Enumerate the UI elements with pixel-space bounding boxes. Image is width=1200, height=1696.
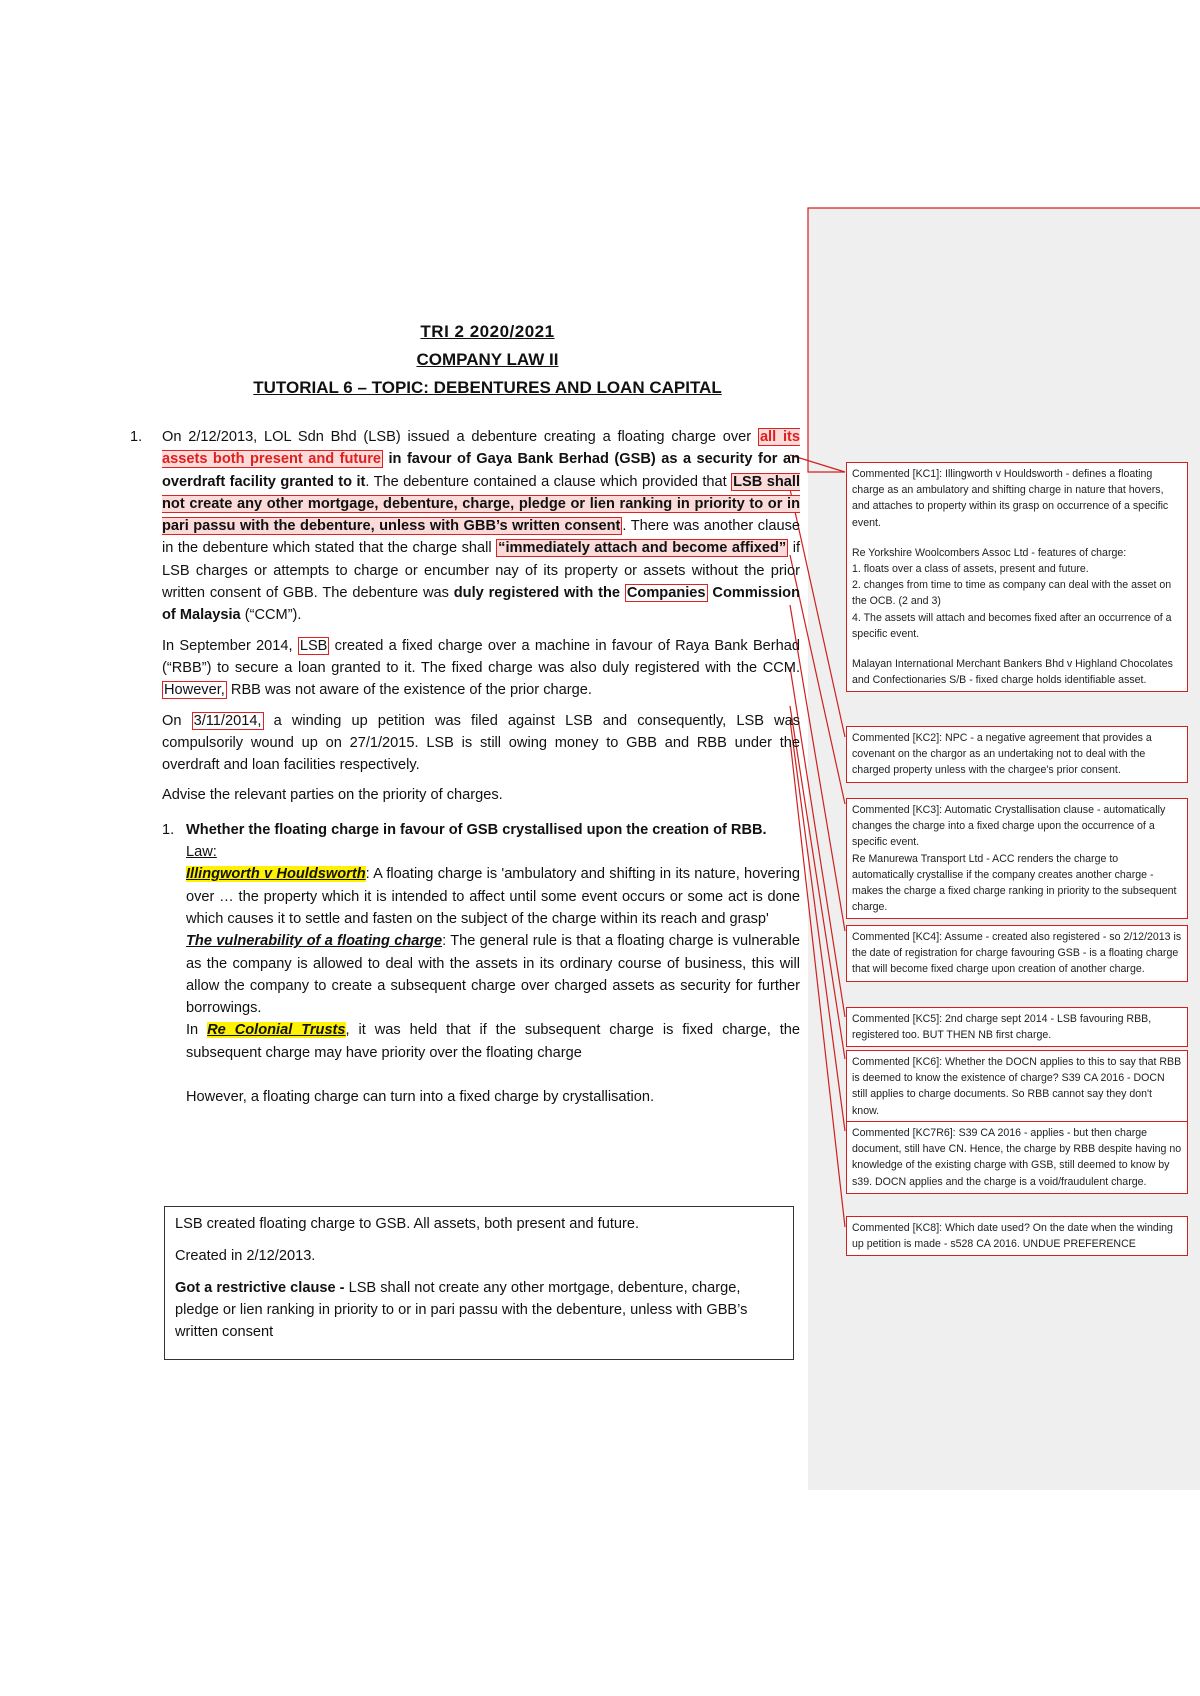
question-instruction: Advise the relevant parties on the priority of charges. [162, 787, 503, 804]
highlight-companies[interactable]: Companies [626, 585, 706, 602]
highlight-all-assets[interactable]: all its assets both present and future [162, 429, 800, 468]
question-paragraph-1: 1. On 2/12/2013, LOL Sdn Bhd (LSB) issued a debenture creating a floating charge over all its assets both present and future in favour of Gaya Bank Berhad (GSB) as a security for an overdraft facility granted to it. The debenture contained a clause which provided that LSB shall not create any other mortgage, debenture, charge, pledge or lien ranking in priority to or in pari passu with the debenture, unless with GBB’s written consent . There was another clause in the debenture which stated that the charge shall “immediately attach and become affixed” if LSB charges or attempts to charge or encumber nay of its property or assets without the prior written consent of GBB. The debenture was duly registered with the Companies Commission of Malaysia (“CCM”). [130, 426, 800, 627]
question-number: 1. [130, 429, 143, 445]
question-paragraph-2: In September 2014, LSB created a fixed charge over a machine in favour of Raya Bank Berhad (“RBB”) to secure a loan granted to it. The fixed charge was also duly registered with the CCM. However, RBB was not aware of the existence of the prior charge. [162, 637, 800, 699]
comment-kc1[interactable]: Commented [KC1]: Illingworth v Houldsworth - defines a floating charge as an ambulatory and shifting charge in nature that hovers, and attaches to property within its grasp on occurrence of a specific event. Re Yorkshire Woolcombers Assoc Ltd - features of charge: 1. floats over a class of assets, present and future. 2. changes from time to time as company can deal with the asset on the OCB. (2 and 3) 4. The assets will attach and becomes fixed after an occurrence of a specific event. Malayan International Merchant Bankers Bhd v Highland Chocolates and Confectionaries S/B - fixed charge holds identifiable asset. [846, 462, 1188, 692]
crystallisation-note: However, a floating charge can turn into a fixed charge by crystallisation. [186, 1089, 655, 1106]
vulnerability-heading: The vulnerability of a floating charge [186, 933, 443, 950]
case-illingworth: Illingworth v Houldsworth: A floating charge is 'ambulatory and shifting in its nature, hovering over … the property which it is intended to affect until some event occurs or some act is done which causes it to settle and fasten on the subject of the charge within its reach and grasp' [186, 866, 801, 927]
issue-1-body [186, 841, 800, 1108]
doc-title-tutorial: TUTORIAL 6 – TOPIC: DEBENTURES AND LOAN CAPITAL [253, 378, 722, 397]
case-colonial-trusts: In Re Colonial Trusts, it was held that if the subsequent charge is fixed charge, the subsequent charge may have priority over the floating charge [186, 1022, 800, 1061]
highlight-petition-date[interactable]: 3/11/2014, [193, 712, 262, 729]
issue-number: 1. [162, 821, 175, 838]
doc-title-trimester: TRI 2 2020/2021 [420, 322, 555, 341]
comment-kc7r6[interactable]: Commented [KC7R6]: S39 CA 2016 - applies - but then charge document, still have CN. Hence, the charge by RBB despite having no knowledge of the existing charge with GSB, still deemed to know by s39. DOCN applies and the charge is a void/fraudulent charge. [846, 1121, 1188, 1194]
case-name-colonial-trusts: Re Colonial Trusts [207, 1022, 346, 1039]
summary-line-1: LSB created floating charge to GSB. All assets, both present and future. [175, 1216, 640, 1232]
comment-kc4[interactable]: Commented [KC4]: Assume - created also registered - so 2/12/2013 is the date of registration for charge favouring GSB - is a floating charge that will become fixed charge upon creation of another charge. [846, 925, 1188, 982]
highlight-negative-pledge[interactable]: LSB shall not create any other mortgage, debenture, charge, pledge or lien ranking in priority to or in pari passu with the debenture, unless with GBB’s written consent [162, 473, 801, 535]
comment-kc8[interactable]: Commented [KC8]: Which date used? On the date when the winding up petition is made - s528 CA 2016. UNDUE PREFERENCE [846, 1216, 1188, 1256]
issue-heading: Whether the floating charge in favour of GSB crystallised upon the creation of RBB. [186, 821, 767, 838]
summary-line-2: Created in 2/12/2013. [175, 1248, 316, 1264]
comment-kc2[interactable]: Commented [KC2]: NPC - a negative agreement that provides a covenant on the chargor as an undertaking not to deal with the charged property unless with the chargee's prior consent. [846, 726, 1188, 783]
doc-title-course: COMPANY LAW II [416, 350, 559, 369]
law-label: Law: [186, 844, 217, 861]
vulnerability-paragraph: The vulnerability of a floating charge: The general rule is that a floating charge is vulnerable as the company is allowed to deal with the assets in its ordinary course of business, this will allow the company to create a subsequent charge over charged assets as security for further borrowings. [186, 933, 800, 1017]
comment-kc5[interactable]: Commented [KC5]: 2nd charge sept 2014 - LSB favouring RBB, registered too. BUT THEN NB first charge. [846, 1007, 1188, 1047]
issue-1 [162, 819, 800, 841]
document-page [130, 318, 800, 1108]
comment-kc6[interactable]: Commented [KC6]: Whether the DOCN applies to this to say that RBB is deemed to know the existence of charge? S39 CA 2016 - DOCN still applies to charge documents. So RBB cannot say they don't know. [846, 1050, 1188, 1123]
summary-line-3: Got a restrictive clause - LSB shall not create any other mortgage, debenture, charge, pledge or lien ranking in priority to or in pari passu with the debenture, unless with GBB’s written consent [175, 1280, 748, 1340]
highlight-however[interactable]: However, [164, 682, 225, 699]
highlight-lsb[interactable]: LSB [299, 637, 328, 654]
highlight-auto-crystallisation[interactable]: “immediately attach and become affixed” [498, 540, 787, 557]
comment-kc3[interactable]: Commented [KC3]: Automatic Crystallisation clause - automatically changes the charge into a fixed charge upon the occurrence of a specific event. Re Manurewa Transport Ltd - ACC renders the charge to automatically crystallise if the company creates another charge - makes the charge a fixed charge ranking in priority to the subsequent charge. [846, 798, 1188, 919]
case-name-illingworth: Illingworth v Houldsworth [186, 866, 366, 883]
summary-text-box [164, 1206, 794, 1360]
question-paragraph-3: On 3/11/2014, a winding up petition was filed against LSB and consequently, LSB was compulsorily wound up on 27/1/2015. LSB is still owing money to GBB and RBB under the overdraft and loan facilities respectively. [162, 712, 800, 774]
